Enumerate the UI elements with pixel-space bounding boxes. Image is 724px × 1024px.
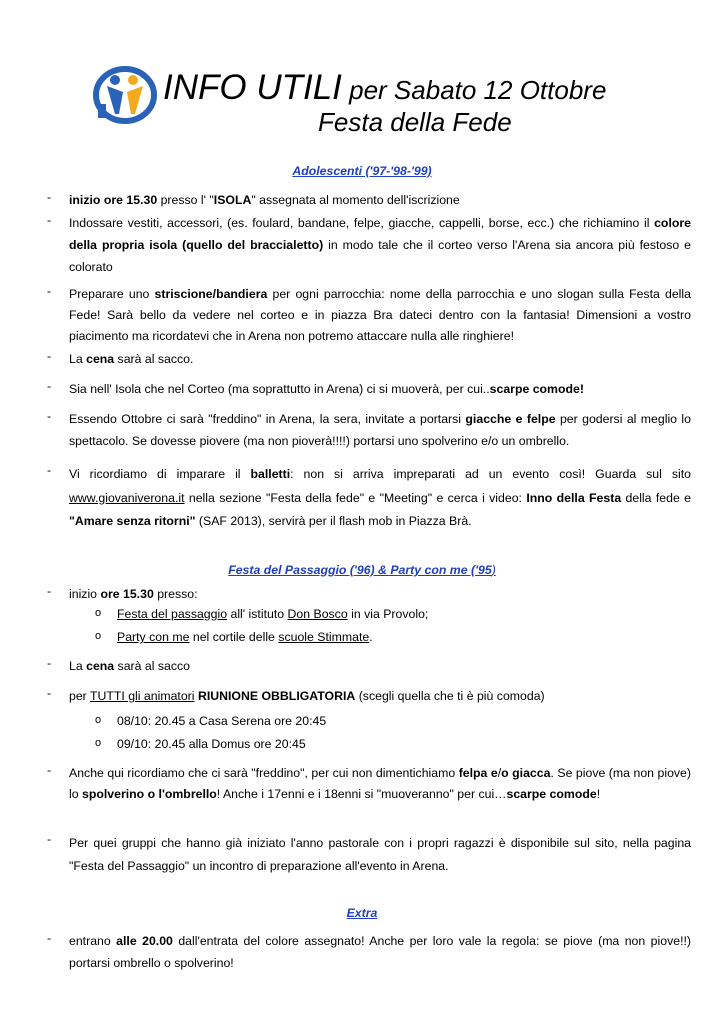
text: per: [69, 689, 90, 703]
sub-item-text: [117, 630, 373, 644]
text-bold: ore 15.30: [100, 587, 154, 601]
dash-marker: -: [47, 931, 52, 945]
text-bold: ISOLA: [213, 193, 252, 207]
text-underlined: TUTTI gli animatori: [89, 689, 195, 703]
text: per ogni parrocchia: nome della parrocchia e uno slogan sulla Festa della Fede! Sarà bello da vedere nel corteo e in piazza Bra dateci dentro con la fantasia! Dimensioni a vostro piacimento ma ricordatevi che in Arena non potremo attaccare nulla alle ringhiere!: [69, 287, 691, 343]
text-underlined: scuole Stimmate: [278, 630, 370, 644]
text: Preparare uno: [69, 287, 155, 301]
text: Vi ricordiamo di imparare il: [69, 467, 251, 481]
text: " assegnata al momento dell'iscrizione: [251, 193, 460, 207]
text: inizio: [69, 587, 101, 601]
dash-marker: -: [47, 284, 52, 298]
text-bold: giacche e felpe: [465, 412, 556, 426]
text: Per quei gruppi che hanno già iniziato l'anno pastorale con i propri ragazzi è disponibile sul sito, nella pagina "Festa del Passaggio" un incontro di preparazione all'evento in Arena.: [69, 836, 691, 873]
list-item-text: [69, 349, 691, 371]
festa-della-fede-logo: [93, 66, 157, 124]
text: ! Anche i 17enni e i 18enni si "muoveranno" per cui…: [216, 786, 507, 801]
text: dall'entrata del colore assegnato! Anche per loro vale la regola: se piove (ma non piove!!) portarsi ombrello o spolverino!: [69, 934, 692, 970]
text-bold: scarpe comode!: [489, 382, 584, 396]
text: nella sezione "Festa della fede" e "Meeting" e cerca i video:: [184, 490, 527, 505]
text-bold: "Amare senza ritorni": [69, 514, 196, 528]
text: sarà al sacco.: [114, 352, 194, 366]
page-subtitle: Festa della Fede: [318, 107, 512, 137]
text-underlined: Party con me: [117, 630, 190, 644]
title-date: per Sabato 12 Ottobre: [341, 75, 607, 105]
dash-marker: -: [47, 409, 52, 423]
list-item-text: [69, 584, 691, 606]
text-bold: cena: [86, 352, 115, 366]
text: La: [69, 659, 87, 673]
text-bold: o giacca: [501, 766, 551, 780]
text: . Se piove (ma non piove) lo: [69, 766, 691, 801]
text-bold: inizio ore 15.30: [69, 193, 158, 207]
text-underlined: Festa del passaggio: [117, 607, 228, 621]
text: in via Provolo;: [347, 607, 429, 621]
sub-item-text: [117, 607, 428, 621]
meeting-date-1: 08/10: 20.45 a Casa Serena ore 20:45: [117, 714, 327, 728]
circle-bullet: o: [95, 630, 102, 642]
text-bold: cena: [86, 659, 115, 673]
text: in modo tale che il corteo verso l'Arena sia ancora più festoso e colorato: [69, 237, 691, 274]
dash-marker: -: [47, 379, 52, 393]
text: .: [369, 630, 373, 644]
text: La: [69, 352, 87, 366]
text: Anche qui ricordiamo che ci sarà "freddino", per cui non dimentichiamo: [69, 766, 459, 780]
dash-marker: -: [47, 349, 52, 363]
text: entrano: [69, 934, 117, 948]
text: : non si arriva impreparati ad un evento così! Guarda sul sito: [290, 467, 691, 481]
dash-marker: -: [47, 584, 52, 598]
list-item-text: [69, 190, 691, 212]
text-bold: RIUNIONE OBBLIGATORIA: [197, 689, 356, 703]
list-item-text: [69, 284, 691, 347]
text: della fede e: [621, 490, 691, 505]
text-underlined: Don Bosco: [287, 607, 348, 621]
section-heading-adolescenti: Adolescenti ('97-'98-'99): [292, 164, 432, 178]
text-bold: scarpe comode: [506, 786, 597, 801]
text: /: [497, 766, 502, 780]
dash-marker: -: [47, 832, 52, 846]
text: nel cortile delle: [189, 630, 279, 644]
heading-tail: ): [491, 563, 496, 577]
text-bold: striscione: [154, 287, 213, 301]
dash-marker: -: [47, 463, 52, 477]
list-item-text: [69, 686, 691, 708]
circle-bullet: o: [95, 737, 102, 749]
dash-marker: -: [47, 213, 52, 227]
circle-bullet: o: [95, 714, 102, 726]
meeting-date-2: 09/10: 20.45 alla Domus ore 20:45: [117, 737, 306, 751]
circle-bullet: o: [95, 607, 102, 619]
text: all' istituto: [227, 607, 288, 621]
text-bold: /: [212, 287, 217, 301]
text: !: [596, 786, 601, 801]
text-bold: alle 20.00: [116, 934, 173, 948]
list-item-text: [69, 832, 691, 878]
list-item-text: [69, 213, 691, 278]
section-heading-extra: Extra: [346, 906, 378, 920]
text: (scegli quella che ti è più comoda): [355, 689, 545, 703]
text: presso:: [153, 587, 198, 601]
list-item-text: [69, 763, 691, 804]
text: Sia nell' Isola che nel Corteo (ma soprattutto in Arena) ci si muoverà, per cui..: [69, 382, 490, 396]
text: sarà al sacco: [114, 659, 191, 673]
dash-marker: -: [47, 686, 52, 700]
text-bold: balletti: [250, 467, 291, 481]
text: Essendo Ottobre ci sarà "freddino" in Arena, la sera, invitate a portarsi: [69, 412, 466, 426]
heading-text: Festa del Passaggio ('96) & Party con me ('95: [228, 563, 492, 577]
text: presso l' ": [157, 193, 214, 207]
text-bold: felpa e: [458, 766, 498, 780]
page-title: [163, 68, 606, 108]
dash-marker: -: [47, 656, 52, 670]
text-bold: Inno della Festa: [526, 490, 622, 505]
text-bold: spolverino o l'ombrello: [82, 786, 217, 801]
dash-marker: -: [47, 190, 52, 204]
list-item-text: [69, 409, 691, 453]
website-link[interactable]: www.giovaniverona.it: [69, 490, 185, 505]
section-heading-passaggio: [0, 563, 724, 577]
list-item-text: [69, 931, 691, 975]
title-info-utili: INFO UTILI: [163, 68, 342, 107]
list-item-text: [69, 463, 691, 534]
list-item-text: [69, 656, 691, 678]
list-item-text: [69, 379, 691, 401]
text-bold: bandiera: [216, 287, 268, 301]
text: (SAF 2013), servirà per il flash mob in Piazza Brà.: [195, 514, 472, 528]
text: Indossare vestiti, accessori, (es. foulard, bandane, felpe, giacche, cappelli, borse, ecc.) che richiamino il: [69, 216, 655, 230]
text: per godersi al meglio lo spettacolo. Se dovesse piovere (ma non pioverà!!!!) portarsi uno spolverino e/o un ombrello.: [69, 412, 691, 448]
dash-marker: -: [47, 763, 52, 777]
text-bold: colore della propria isola (quello del braccialetto): [69, 216, 691, 252]
